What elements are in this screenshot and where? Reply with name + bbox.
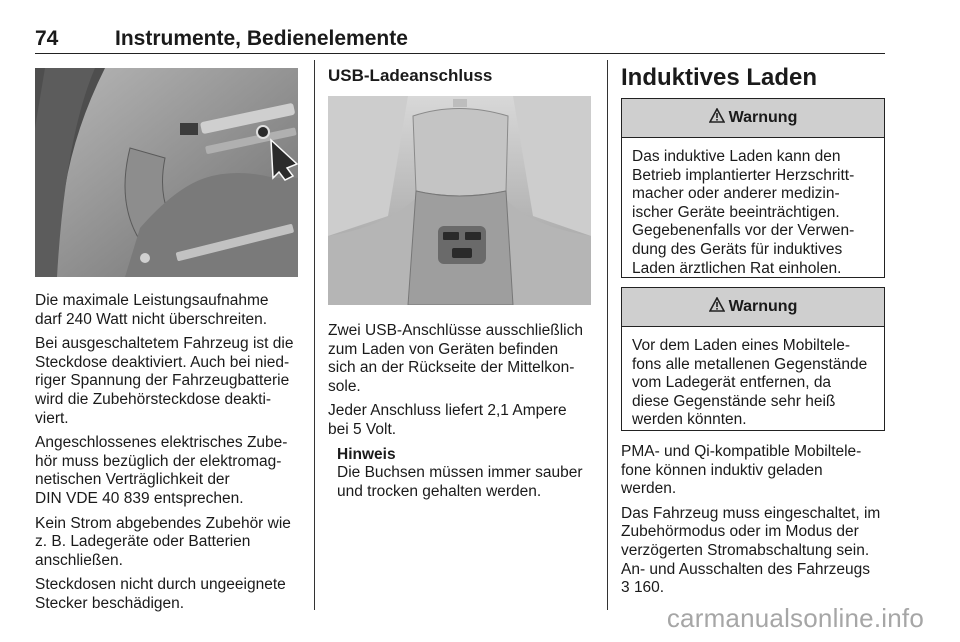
text-line: Die Buchsen müssen immer sauber [337, 464, 583, 482]
page-title: Instrumente, Bedienelemente [115, 27, 408, 50]
section-heading-usb: USB-Ladeanschluss [328, 66, 493, 85]
text-line: darf 240 Watt nicht überschreiten. [35, 310, 268, 328]
column-divider-1 [314, 60, 315, 610]
header-divider [35, 53, 885, 54]
warning-box-1 [621, 98, 885, 278]
text-line: Das Fahrzeug muss eingeschaltet, im [621, 504, 881, 522]
text-line: fons alle metallenen Gegenstände [632, 355, 868, 373]
text-line: Angeschlossenes elektrisches Zube- [35, 434, 288, 452]
text-line: Gegebenenfalls vor der Verwen- [632, 222, 855, 240]
warning-body [622, 327, 884, 438]
text-line: riger Spannung der Fahrzeugbatterie [35, 372, 290, 390]
watermark: carmanualsonline.info [666, 603, 924, 633]
note-block [328, 446, 598, 502]
text-line: z. B. Ladegeräte oder Batterien [35, 533, 251, 551]
paragraph [328, 402, 598, 439]
text-line: Das induktive Laden kann den [632, 148, 841, 165]
text-line: werden. [621, 480, 677, 498]
paragraph [328, 322, 598, 396]
text-line: wird die Zubehörsteckdose deakti- [35, 390, 272, 408]
paragraph [35, 576, 300, 613]
text-line: Vor dem Laden eines Mobiltele- [632, 337, 850, 354]
page-reference[interactable] [621, 579, 886, 598]
page-number: 74 [35, 27, 59, 50]
warning-header [622, 288, 884, 327]
text-line: viert. [35, 409, 69, 427]
text-line: vom Ladegerät entfernen, da [632, 374, 832, 392]
paragraph [621, 443, 886, 499]
text-line: Zubehörmodus oder im Modus der [621, 523, 859, 541]
text-line: netischen Verträglichkeit der [35, 471, 230, 489]
text-line: Zwei USB-Anschlüsse ausschließlich [328, 322, 583, 339]
section-heading-inductive: Induktives Laden [621, 64, 818, 91]
column-3-text [621, 443, 886, 604]
text-line: ischer Geräte beeinträchtigen. [632, 203, 840, 221]
text-line: werden könnten. [632, 411, 747, 429]
text-line: Laden ärztlichen Rat einholen. [632, 259, 842, 277]
usb-ports-image [328, 96, 591, 305]
text-line: hör muss bezüglich der elektromag- [35, 452, 282, 470]
text-line: dung des Geräts für induktives [632, 240, 843, 258]
paragraph [621, 505, 886, 598]
column-2-text [328, 322, 598, 501]
text-line: zum Laden von Geräten befinden [328, 340, 559, 358]
page-reference-number: 160. [633, 579, 665, 597]
text-line: Stecker beschädigen. [35, 594, 185, 612]
text-line: PMA- und Qi-kompatible Mobiltele- [621, 443, 862, 460]
warning-title: Warnung [728, 298, 798, 315]
page-reference-icon: 3 [621, 579, 630, 597]
text-line: sole. [328, 377, 361, 395]
column-1-text [35, 292, 300, 620]
column-divider-2 [607, 60, 608, 610]
warning-body [622, 138, 884, 286]
text-line: macher oder anderer medizin- [632, 185, 840, 203]
trunk-socket-image [35, 68, 298, 277]
warning-header [622, 99, 884, 138]
warning-icon [709, 108, 725, 128]
text-line: bei 5 Volt. [328, 420, 397, 438]
text-line: Betrieb implantierter Herzschritt- [632, 166, 855, 184]
paragraph [35, 434, 300, 508]
text-line: Steckdose deaktiviert. Auch bei nied- [35, 353, 290, 371]
warning-box-2 [621, 287, 885, 431]
warning-icon [709, 297, 725, 317]
warning-title: Warnung [728, 109, 798, 126]
text-line: Bei ausgeschaltetem Fahrzeug ist die [35, 335, 294, 353]
text-line: Steckdosen nicht durch ungeeignete [35, 576, 286, 594]
text-line: Jeder Anschluss liefert 2,1 Ampere [328, 402, 567, 420]
text-line: sich an der Rückseite der Mittelkon- [328, 359, 575, 377]
text-line: fone können induktiv geladen [621, 461, 823, 479]
note-heading: Hinweis [337, 445, 396, 463]
paragraph [35, 292, 300, 329]
text-line: Kein Strom abgebendes Zubehör wie [35, 514, 291, 532]
text-line: verzögerten Stromabschaltung sein. [621, 541, 870, 559]
text-line: und trocken gehalten werden. [337, 482, 542, 500]
text-line: Die maximale Leistungsaufnahme [35, 292, 269, 309]
text-line: diese Gegenstände sehr heiß [632, 392, 836, 410]
text-line: DIN VDE 40 839 entsprechen. [35, 489, 244, 507]
paragraph [35, 335, 300, 428]
paragraph [35, 515, 300, 571]
text-line: anschließen. [35, 551, 123, 569]
text-line: An- und Ausschalten des Fahrzeugs [621, 560, 871, 578]
